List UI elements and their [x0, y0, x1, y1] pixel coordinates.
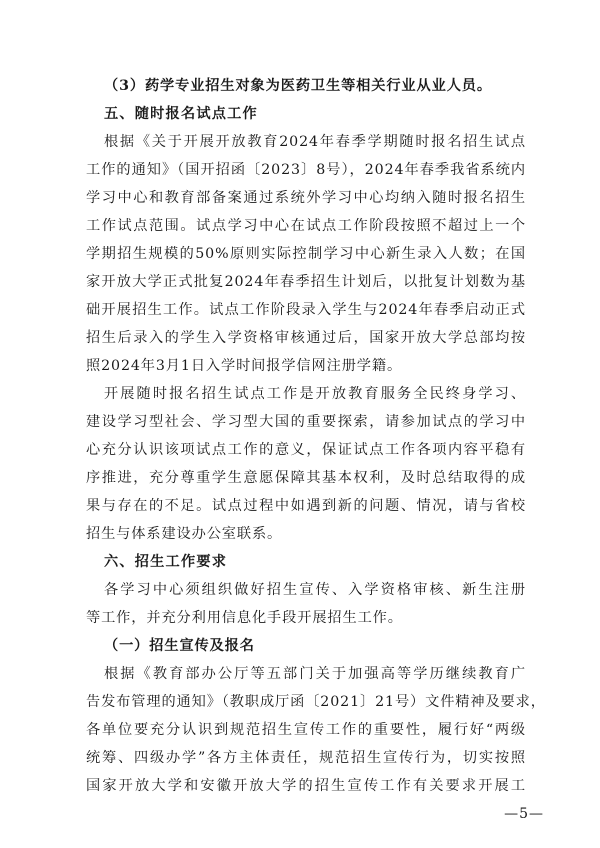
- paragraph-line: 招生后录入的学生入学资格审核通过后，国家开放大学总部均按: [86, 330, 526, 346]
- paragraph-line: 开展随时报名招生试点工作是开放教育服务全民终身学习、: [104, 386, 526, 402]
- section-5-heading: 五、随时报名试点工作: [104, 106, 258, 122]
- paragraph-line: 果与存在的不足。试点过程中如遇到新的问题、情况，请与省校: [86, 498, 526, 514]
- subsection-1-heading: （一）招生宣传及报名: [104, 638, 255, 654]
- section-6-heading: 六、招生工作要求: [104, 554, 228, 570]
- paragraph-line: 招生与体系建设办公室联系。: [86, 526, 283, 542]
- paragraph-line: 工作的通知》（国开招函〔2023〕8号），2024年春季我省系统内: [86, 162, 526, 178]
- paragraph-line: 础开展招生工作。试点工作阶段录入学生与2024年春季启动正式: [86, 302, 526, 318]
- paragraph-line: 序推进，充分尊重学生意愿保障其基本权利，及时总结取得的成: [86, 470, 526, 486]
- paragraph-line: 根据《教育部办公厅等五部门关于加强高等学历继续教育广: [104, 666, 526, 682]
- paragraph-line: 工作试点范围。试点学习中心在试点工作阶段按照不超过上一个: [86, 218, 526, 234]
- paragraph-line: 学期招生规模的50%原则实际控制学习中心新生录入人数；在国: [86, 246, 526, 262]
- paragraph-line: 统筹、四级办学”各方主体责任，规范招生宣传行为，切实按照: [86, 750, 526, 766]
- page-number: —5—: [504, 806, 544, 822]
- paragraph-line: 学习中心和教育部备案通过系统外学习中心均纳入随时报名招生: [86, 190, 526, 206]
- paragraph-line: 心充分认识该项试点工作的意义，保证试点工作各项内容平稳有: [86, 442, 526, 458]
- paragraph-line: 根据《关于开展开放教育2024年春季学期随时报名招生试点: [104, 134, 526, 150]
- paragraph-line: 照2024年3月1日入学时间报学信网注册学籍。: [86, 358, 403, 374]
- paragraph-line: 等工作，并充分利用信息化手段开展招生工作。: [86, 610, 403, 626]
- paragraph-line: 家开放大学正式批复2024年春季招生计划后，以批复计划数为基: [86, 274, 526, 290]
- item-3-pharmacy: （3）药学专业招生对象为医药卫生等相关行业从业人员。: [104, 78, 492, 94]
- paragraph-line: 各学习中心须组织做好招生宣传、入学资格审核、新生注册: [104, 582, 526, 598]
- paragraph-line: 建设学习型社会、学习型大国的重要探索，请参加试点的学习中: [86, 414, 526, 430]
- paragraph-line: 各单位要充分认识到规范招生宣传工作的重要性，履行好“两级: [86, 722, 526, 738]
- paragraph-line: 告发布管理的通知》（教职成厅函〔2021〕21号）文件精神及要求，: [86, 694, 546, 710]
- paragraph-line: 国家开放大学和安徽开放大学的招生宣传工作有关要求开展工: [86, 778, 526, 794]
